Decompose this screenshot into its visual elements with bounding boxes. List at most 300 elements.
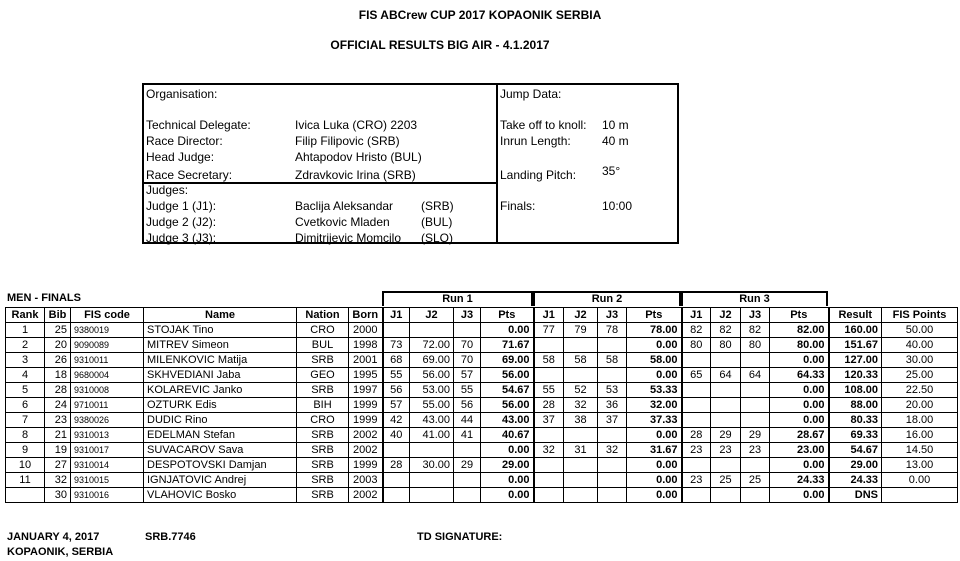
footer-date: JANUARY 4, 2017 <box>7 531 100 543</box>
jump-data-item-label: Finals: <box>500 199 536 213</box>
cell-run2-j2 <box>564 338 598 353</box>
official-role: Technical Delegate: <box>146 118 251 132</box>
cell-fis-code: 9310011 <box>71 353 144 368</box>
cell-run3-j1 <box>682 488 711 503</box>
cell-run3-j2: 23 <box>711 443 741 458</box>
col-header-born: Born <box>349 308 383 323</box>
col-header-name: Name <box>144 308 297 323</box>
cell-nation: CRO <box>297 323 349 338</box>
cell-name: OZTURK Edis <box>144 398 297 413</box>
judge-name: Dimitrijevic Momcilo <box>295 231 402 245</box>
info-divider-vertical <box>496 85 498 242</box>
cell-run3-j1: 80 <box>682 338 711 353</box>
judge-role: Judge 2 (J2): <box>146 215 217 229</box>
cell-run1-pts: 0.00 <box>481 473 534 488</box>
official-name: Zdravkovic Irina (SRB) <box>295 168 416 182</box>
cell-run3-j3 <box>741 488 770 503</box>
cell-run2-j3 <box>598 488 627 503</box>
cell-run1-j2: 43.00 <box>410 413 454 428</box>
run-1-header: Run 1 <box>382 291 533 306</box>
cell-result: 127.00 <box>829 353 882 368</box>
cell-run1-j3 <box>454 473 481 488</box>
cell-run3-pts: 64.33 <box>770 368 829 383</box>
cell-born: 2002 <box>349 488 383 503</box>
cell-run1-j1: 28 <box>383 458 410 473</box>
table-row <box>6 428 958 443</box>
cell-run3-j3: 64 <box>741 368 770 383</box>
document-title: FIS ABCrew CUP 2017 KOPAONIK SERBIA <box>358 8 602 22</box>
col-header-run3-j3: J3 <box>741 308 770 323</box>
cell-run1-j2 <box>410 323 454 338</box>
cell-run1-j3 <box>454 443 481 458</box>
jump-data-item-value: 10:00 <box>602 199 633 213</box>
col-header-run1-pts: Pts <box>481 308 534 323</box>
judge-nation: (BUL) <box>421 215 453 229</box>
cell-result: 24.33 <box>829 473 882 488</box>
cell-born: 1999 <box>349 398 383 413</box>
cell-run2-j2 <box>564 473 598 488</box>
td-signature-label: TD SIGNATURE: <box>417 531 503 543</box>
cell-run3-j2: 80 <box>711 338 741 353</box>
cell-nation: BUL <box>297 338 349 353</box>
cell-run1-j2: 69.00 <box>410 353 454 368</box>
cell-born: 2002 <box>349 443 383 458</box>
cell-bib: 24 <box>45 398 71 413</box>
cell-run2-j2 <box>564 428 598 443</box>
table-row <box>6 383 958 398</box>
table-row <box>6 443 958 458</box>
cell-fis-code: 9380019 <box>71 323 144 338</box>
cell-rank: 5 <box>6 383 45 398</box>
cell-bib: 27 <box>45 458 71 473</box>
cell-run2-j1: 37 <box>534 413 564 428</box>
cell-rank: 11 <box>6 473 45 488</box>
cell-run3-pts: 24.33 <box>770 473 829 488</box>
official-role: Race Secretary: <box>146 168 233 182</box>
cell-run3-j2 <box>711 488 741 503</box>
cell-fis-points: 16.00 <box>882 428 958 443</box>
cell-rank: 9 <box>6 443 45 458</box>
cell-run1-pts: 0.00 <box>481 443 534 458</box>
cell-name: MITREV Simeon <box>144 338 297 353</box>
col-header-nation: Nation <box>297 308 349 323</box>
cell-fis-points: 22.50 <box>882 383 958 398</box>
cell-run3-pts: 0.00 <box>770 383 829 398</box>
cell-rank: 3 <box>6 353 45 368</box>
cell-run2-j3 <box>598 473 627 488</box>
cell-bib: 18 <box>45 368 71 383</box>
cell-nation: SRB <box>297 443 349 458</box>
cell-run2-j1 <box>534 368 564 383</box>
cell-run1-j2 <box>410 488 454 503</box>
results-body <box>6 323 958 503</box>
cell-fis-points: 0.00 <box>882 473 958 488</box>
cell-nation: SRB <box>297 488 349 503</box>
cell-run3-j1 <box>682 353 711 368</box>
judge-role: Judge 3 (J3): <box>146 231 217 245</box>
cell-run2-j2 <box>564 368 598 383</box>
col-header-run1-j2: J2 <box>410 308 454 323</box>
cell-rank: 7 <box>6 413 45 428</box>
cell-run3-pts: 0.00 <box>770 398 829 413</box>
cell-run1-j2: 30.00 <box>410 458 454 473</box>
cell-run2-j3: 58 <box>598 353 627 368</box>
cell-run2-j3: 36 <box>598 398 627 413</box>
cell-born: 1998 <box>349 338 383 353</box>
cell-name: DUDIC Rino <box>144 413 297 428</box>
cell-bib: 32 <box>45 473 71 488</box>
cell-rank: 10 <box>6 458 45 473</box>
cell-run3-j1 <box>682 413 711 428</box>
cell-run2-j1 <box>534 338 564 353</box>
table-row <box>6 488 958 503</box>
cell-run3-j2: 29 <box>711 428 741 443</box>
cell-run3-j3: 23 <box>741 443 770 458</box>
col-header-bib: Bib <box>45 308 71 323</box>
cell-result: 88.00 <box>829 398 882 413</box>
cell-run2-j1 <box>534 488 564 503</box>
cell-run1-pts: 0.00 <box>481 323 534 338</box>
cell-run3-pts: 80.00 <box>770 338 829 353</box>
cell-nation: GEO <box>297 368 349 383</box>
cell-born: 2001 <box>349 353 383 368</box>
cell-nation: SRB <box>297 428 349 443</box>
judge-nation: (SLO) <box>421 231 454 245</box>
cell-fis-points: 14.50 <box>882 443 958 458</box>
cell-fis-code: 9310015 <box>71 473 144 488</box>
cell-run1-j3: 70 <box>454 353 481 368</box>
official-role: Head Judge: <box>146 150 215 164</box>
cell-run2-pts: 58.00 <box>627 353 682 368</box>
cell-run2-j3: 37 <box>598 413 627 428</box>
run-2-header: Run 2 <box>533 291 681 306</box>
cell-run2-j1: 32 <box>534 443 564 458</box>
cell-name: KOLAREVIC Janko <box>144 383 297 398</box>
cell-result: 54.67 <box>829 443 882 458</box>
cell-run1-pts: 56.00 <box>481 368 534 383</box>
cell-fis-points: 20.00 <box>882 398 958 413</box>
cell-run3-j2 <box>711 458 741 473</box>
cell-fis-code: 9310017 <box>71 443 144 458</box>
cell-name: SKHVEDIANI Jaba <box>144 368 297 383</box>
cell-fis-code: 9380026 <box>71 413 144 428</box>
officials-info-box <box>142 83 679 244</box>
official-name: Ivica Luka (CRO) 2203 <box>295 118 418 132</box>
cell-name: VLAHOVIC Bosko <box>144 488 297 503</box>
cell-nation: BIH <box>297 398 349 413</box>
organisation-label: Organisation: <box>146 87 218 101</box>
cell-run3-pts: 0.00 <box>770 488 829 503</box>
table-row <box>6 413 958 428</box>
cell-run1-pts: 54.67 <box>481 383 534 398</box>
jump-data-item-label: Inrun Length: <box>500 134 571 148</box>
cell-run3-pts: 0.00 <box>770 353 829 368</box>
cell-run3-j3 <box>741 458 770 473</box>
cell-run1-j3: 41 <box>454 428 481 443</box>
official-name: Filip Filipovic (SRB) <box>295 134 400 148</box>
cell-name: STOJAK Tino <box>144 323 297 338</box>
cell-run1-j2 <box>410 473 454 488</box>
cell-fis-points: 30.00 <box>882 353 958 368</box>
cell-run3-pts: 82.00 <box>770 323 829 338</box>
cell-born: 1997 <box>349 383 383 398</box>
footer-code: SRB.7746 <box>145 531 196 543</box>
cell-run3-j1: 23 <box>682 473 711 488</box>
jump-data-item-value: 40 m <box>602 134 629 148</box>
cell-rank: 4 <box>6 368 45 383</box>
table-row <box>6 353 958 368</box>
cell-rank: 2 <box>6 338 45 353</box>
col-header-run1-j3: J3 <box>454 308 481 323</box>
cell-nation: CRO <box>297 413 349 428</box>
cell-result: 120.33 <box>829 368 882 383</box>
cell-run1-j3: 29 <box>454 458 481 473</box>
table-row <box>6 368 958 383</box>
cell-run1-j1: 40 <box>383 428 410 443</box>
cell-bib: 21 <box>45 428 71 443</box>
cell-run3-pts: 0.00 <box>770 458 829 473</box>
cell-result: 69.33 <box>829 428 882 443</box>
cell-run3-j2 <box>711 398 741 413</box>
cell-run2-j1 <box>534 458 564 473</box>
cell-run2-pts: 78.00 <box>627 323 682 338</box>
cell-run3-j3: 80 <box>741 338 770 353</box>
cell-run2-pts: 0.00 <box>627 368 682 383</box>
cell-fis-code: 9310014 <box>71 458 144 473</box>
cell-bib: 26 <box>45 353 71 368</box>
col-header-fis-code: FIS code <box>71 308 144 323</box>
cell-run1-j2: 41.00 <box>410 428 454 443</box>
cell-run3-j3: 82 <box>741 323 770 338</box>
cell-run2-j2: 31 <box>564 443 598 458</box>
judge-name: Baclija Aleksandar <box>295 199 394 213</box>
cell-run1-j2: 56.00 <box>410 368 454 383</box>
col-header-run2-pts: Pts <box>627 308 682 323</box>
table-row <box>6 338 958 353</box>
cell-run2-j2: 32 <box>564 398 598 413</box>
cell-run1-j1: 42 <box>383 413 410 428</box>
cell-run1-pts: 0.00 <box>481 488 534 503</box>
jump-data-item-label: Take off to knoll: <box>500 118 587 132</box>
cell-run1-j1: 55 <box>383 368 410 383</box>
cell-run2-j2: 58 <box>564 353 598 368</box>
cell-run2-pts: 0.00 <box>627 488 682 503</box>
cell-run1-j1 <box>383 443 410 458</box>
cell-run2-j3: 78 <box>598 323 627 338</box>
run-3-header: Run 3 <box>681 291 828 306</box>
cell-run1-j1: 56 <box>383 383 410 398</box>
cell-run1-j3 <box>454 323 481 338</box>
cell-result: 80.33 <box>829 413 882 428</box>
cell-run3-pts: 28.67 <box>770 428 829 443</box>
cell-run3-j2 <box>711 353 741 368</box>
cell-run3-j3: 29 <box>741 428 770 443</box>
cell-run3-j1: 82 <box>682 323 711 338</box>
cell-rank: 6 <box>6 398 45 413</box>
table-row <box>6 458 958 473</box>
results-table <box>5 307 958 503</box>
cell-run2-pts: 0.00 <box>627 338 682 353</box>
cell-run1-j1: 57 <box>383 398 410 413</box>
cell-run1-j1: 68 <box>383 353 410 368</box>
cell-run3-j1 <box>682 398 711 413</box>
official-role: Race Director: <box>146 134 223 148</box>
col-header-run2-j3: J3 <box>598 308 627 323</box>
cell-born: 2002 <box>349 428 383 443</box>
cell-run3-j1: 65 <box>682 368 711 383</box>
cell-run2-j2: 52 <box>564 383 598 398</box>
cell-born: 2000 <box>349 323 383 338</box>
cell-bib: 20 <box>45 338 71 353</box>
cell-run3-j3: 25 <box>741 473 770 488</box>
cell-fis-code: 9090089 <box>71 338 144 353</box>
official-name: Ahtapodov Hristo (BUL) <box>295 150 422 164</box>
cell-run1-j3: 44 <box>454 413 481 428</box>
cell-run2-j3: 53 <box>598 383 627 398</box>
cell-fis-code: 9310016 <box>71 488 144 503</box>
cell-run1-j1 <box>383 488 410 503</box>
cell-result: 108.00 <box>829 383 882 398</box>
col-header-run1-j1: J1 <box>383 308 410 323</box>
cell-run1-j2: 55.00 <box>410 398 454 413</box>
jump-data-label: Jump Data: <box>500 87 562 101</box>
cell-run2-j2: 79 <box>564 323 598 338</box>
cell-run3-j3 <box>741 353 770 368</box>
col-header-rank: Rank <box>6 308 45 323</box>
cell-run2-pts: 32.00 <box>627 398 682 413</box>
cell-name: SUVACAROV Sava <box>144 443 297 458</box>
cell-run2-pts: 37.33 <box>627 413 682 428</box>
cell-run3-j1 <box>682 458 711 473</box>
cell-fis-points: 13.00 <box>882 458 958 473</box>
cell-run2-j1 <box>534 473 564 488</box>
cell-name: EDELMAN Stefan <box>144 428 297 443</box>
cell-run2-pts: 53.33 <box>627 383 682 398</box>
table-row <box>6 473 958 488</box>
cell-run1-pts: 43.00 <box>481 413 534 428</box>
cell-run3-pts: 23.00 <box>770 443 829 458</box>
cell-fis-code: 9710011 <box>71 398 144 413</box>
footer-place: KOPAONIK, SERBIA <box>7 546 114 558</box>
cell-run2-j2: 38 <box>564 413 598 428</box>
jump-data-item-label: Landing Pitch: <box>500 168 577 182</box>
table-row <box>6 323 958 338</box>
cell-fis-points: 18.00 <box>882 413 958 428</box>
cell-run1-j3: 56 <box>454 398 481 413</box>
cell-run3-j2 <box>711 413 741 428</box>
cell-bib: 19 <box>45 443 71 458</box>
cell-name: MILENKOVIC Matija <box>144 353 297 368</box>
cell-run1-j1 <box>383 473 410 488</box>
cell-nation: SRB <box>297 353 349 368</box>
judge-nation: (SRB) <box>421 199 454 213</box>
cell-fis-points: 40.00 <box>882 338 958 353</box>
cell-run2-j1: 55 <box>534 383 564 398</box>
cell-run2-j1: 58 <box>534 353 564 368</box>
cell-fis-points: 50.00 <box>882 323 958 338</box>
col-header-run3-j2: J2 <box>711 308 741 323</box>
cell-run1-pts: 56.00 <box>481 398 534 413</box>
cell-run2-j3 <box>598 458 627 473</box>
cell-run2-j1: 28 <box>534 398 564 413</box>
cell-run1-pts: 29.00 <box>481 458 534 473</box>
cell-run3-j1: 28 <box>682 428 711 443</box>
cell-born: 2003 <box>349 473 383 488</box>
cell-result: 151.67 <box>829 338 882 353</box>
section-title: MEN - FINALS <box>7 292 81 304</box>
cell-run3-j2: 82 <box>711 323 741 338</box>
cell-rank: 1 <box>6 323 45 338</box>
cell-run2-j2 <box>564 458 598 473</box>
cell-run3-j1 <box>682 383 711 398</box>
cell-result: 160.00 <box>829 323 882 338</box>
cell-run3-j3 <box>741 413 770 428</box>
cell-bib: 28 <box>45 383 71 398</box>
cell-nation: SRB <box>297 383 349 398</box>
jump-data-item-value: 35° <box>602 164 621 178</box>
cell-run1-j2: 72.00 <box>410 338 454 353</box>
cell-run2-pts: 0.00 <box>627 428 682 443</box>
cell-run1-j3 <box>454 488 481 503</box>
cell-run1-pts: 69.00 <box>481 353 534 368</box>
cell-run3-j3 <box>741 398 770 413</box>
cell-born: 1999 <box>349 458 383 473</box>
col-header-run3-pts: Pts <box>770 308 829 323</box>
cell-born: 1999 <box>349 413 383 428</box>
info-divider-horizontal <box>144 182 498 184</box>
cell-name: IGNJATOVIC Andrej <box>144 473 297 488</box>
cell-born: 1995 <box>349 368 383 383</box>
cell-result: DNS <box>829 488 882 503</box>
cell-bib: 23 <box>45 413 71 428</box>
cell-run3-j2: 64 <box>711 368 741 383</box>
jump-data-item-value: 10 m <box>602 118 629 132</box>
cell-run2-j1: 77 <box>534 323 564 338</box>
cell-run1-j1: 73 <box>383 338 410 353</box>
col-header-run3-j1: J1 <box>682 308 711 323</box>
table-row <box>6 398 958 413</box>
cell-fis-code: 9680004 <box>71 368 144 383</box>
cell-run1-j3: 57 <box>454 368 481 383</box>
judge-name: Cvetkovic Mladen <box>295 215 390 229</box>
cell-fis-code: 9310008 <box>71 383 144 398</box>
results-header-row <box>6 308 958 323</box>
cell-run1-pts: 40.67 <box>481 428 534 443</box>
judges-label: Judges: <box>146 183 189 197</box>
cell-nation: SRB <box>297 458 349 473</box>
cell-run2-j1 <box>534 428 564 443</box>
cell-run1-j2: 53.00 <box>410 383 454 398</box>
cell-run2-j3: 32 <box>598 443 627 458</box>
cell-rank <box>6 488 45 503</box>
judge-role: Judge 1 (J1): <box>146 199 217 213</box>
cell-run3-j2: 25 <box>711 473 741 488</box>
cell-fis-points <box>882 488 958 503</box>
cell-fis-points: 25.00 <box>882 368 958 383</box>
cell-name: DESPOTOVSKI Damjan <box>144 458 297 473</box>
cell-run2-j2 <box>564 488 598 503</box>
cell-rank: 8 <box>6 428 45 443</box>
cell-run1-j1 <box>383 323 410 338</box>
cell-bib: 25 <box>45 323 71 338</box>
cell-result: 29.00 <box>829 458 882 473</box>
cell-run2-j3 <box>598 368 627 383</box>
cell-fis-code: 9310013 <box>71 428 144 443</box>
cell-nation: SRB <box>297 473 349 488</box>
cell-run2-pts: 31.67 <box>627 443 682 458</box>
cell-run3-j3 <box>741 383 770 398</box>
cell-run2-pts: 0.00 <box>627 473 682 488</box>
